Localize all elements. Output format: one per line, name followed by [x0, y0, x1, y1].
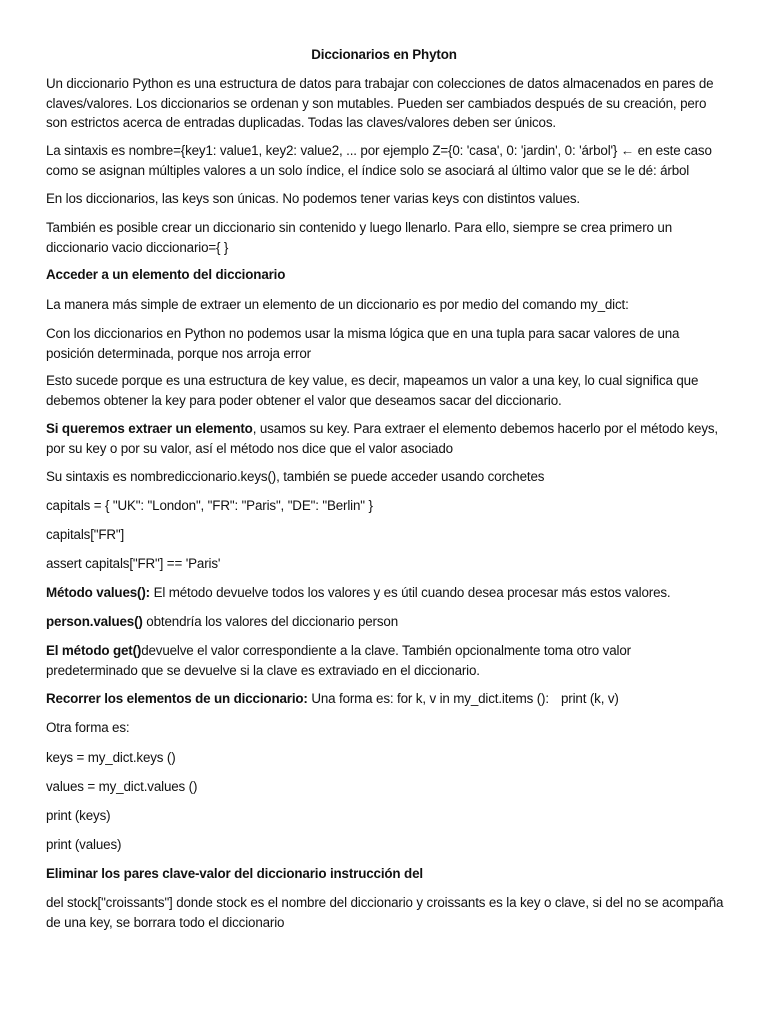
- paragraph-syntax: La sintaxis es nombre={key1: value1, key2: value2, ... por ejemplo Z={0: 'casa', 0: 'jardin', 0: 'árbol'} ← en este caso como se asignan múltiples valores a un solo índice, el índice solo se asociará al último valor que se le dé: árbol: [46, 143, 712, 178]
- code-assert: assert capitals["FR"] == 'Paris': [46, 556, 221, 571]
- iterate-bold: Recorrer los elementos de un diccionario:: [46, 691, 308, 706]
- paragraph-person-values: [46, 612, 726, 632]
- paragraph-tuple-logic: Con los diccionarios en Python no podemos usar la misma lógica que en una tupla para sacar valores de una posición determinada, porque nos arroja error: [46, 326, 680, 361]
- heading-access-text: Acceder a un elemento del diccionario: [46, 267, 286, 282]
- paragraph-iterate: [46, 689, 726, 709]
- paragraph-del-stock: del stock["croissants"] donde stock es el nombre del diccionario y croissants es la key o clave, si del no se acompaña de una key, se borrara todo el diccionario: [46, 895, 724, 930]
- person-values-text: obtendría los valores del diccionario person: [142, 614, 398, 629]
- get-method-text: devuelve el valor correspondiente a la clave. También opcionalmente toma otro valor predeterminado que se devuelve si la clave es extraviado en el diccionario.: [46, 643, 631, 678]
- document-title: Diccionarios en Phyton: [311, 47, 457, 62]
- code-print-keys: print (keys): [46, 808, 111, 823]
- paragraph-values-method: [46, 583, 726, 603]
- code-print-values: print (values): [46, 837, 122, 852]
- paragraph-simple-extract: La manera más simple de extraer un elemento de un diccionario es por medio del comando my_dict:: [46, 297, 629, 312]
- heading-delete: [46, 864, 726, 884]
- paragraph-intro: Un diccionario Python es una estructura de datos para trabajar con colecciones de datos almacenados en pares de claves/valores. Los diccionarios se ordenan y son mutables. Pueden ser cambiados después de su creación, pero son estrictos acerca de entradas duplicadas. Todas las claves/valores deben ser únicos.: [46, 76, 714, 130]
- code-values: values = my_dict.values (): [46, 779, 198, 794]
- extract-element-bold: Si queremos extraer un elemento: [46, 421, 253, 436]
- extract-element-text: , usamos su key. Para extraer el elemento debemos hacerlo por el método keys, por su key o por su valor, así el método nos dice que el valor asociado: [46, 421, 718, 456]
- values-method-bold: Método values():: [46, 585, 150, 600]
- paragraph-key-value: Esto sucede porque es una estructura de key value, es decir, mapeamos un valor a una key, lo cual significa que debemos obtener la key para poder obtener el valor que deseamos sacar del diccionario.: [46, 373, 699, 408]
- code-keys: keys = my_dict.keys (): [46, 750, 176, 765]
- paragraph-keys-syntax: Su sintaxis es nombrediccionario.keys(), también se puede acceder usando corchetes: [46, 469, 545, 484]
- paragraph-empty-dict: También es posible crear un diccionario sin contenido y luego llenarlo. Para ello, siempre se crea primero un diccionario vacio diccionario={ }: [46, 220, 672, 255]
- paragraph-get-method: [46, 641, 726, 680]
- person-values-bold: person.values(): [46, 614, 143, 629]
- paragraph-extract-element: [46, 419, 726, 458]
- paragraph-unique-keys: En los diccionarios, las keys son únicas. No podemos tener varias keys con distintos values.: [46, 191, 580, 206]
- get-method-bold: El método get(): [46, 643, 142, 658]
- code-capitals-fr: capitals["FR"]: [46, 527, 125, 542]
- iterate-print: print (k, v): [561, 691, 619, 706]
- paragraph-other-way: Otra forma es:: [46, 720, 130, 735]
- heading-delete-text: Eliminar los pares clave-valor del diccionario instrucción del: [46, 866, 423, 881]
- iterate-text: Una forma es: for k, v in my_dict.items ():: [307, 691, 549, 706]
- values-method-text: El método devuelve todos los valores y es útil cuando desea procesar más estos valores.: [150, 585, 671, 600]
- code-capitals-dict: capitals = { "UK": "London", "FR": "Paris", "DE": "Berlin" }: [46, 498, 373, 513]
- heading-access: [46, 265, 726, 285]
